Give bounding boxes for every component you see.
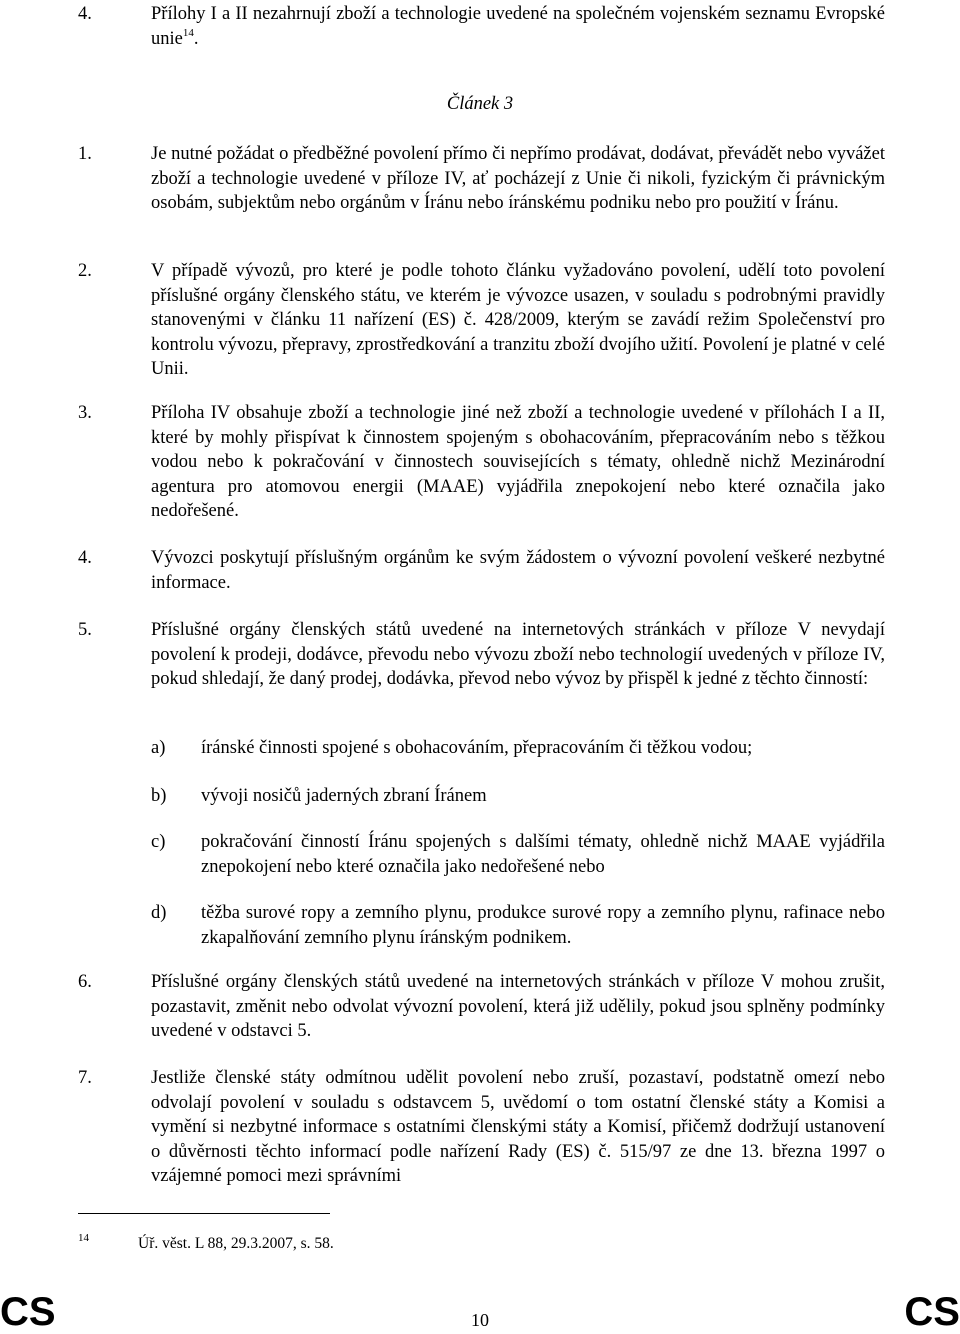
footnote-reference[interactable]: 14 <box>182 26 194 39</box>
subitem-text: vývoji nosičů jaderných zbraní Íránem <box>201 786 487 806</box>
paragraph-text: Příloha IV obsahuje zboží a technologie jiné než zboží a technologie uvedené v přílohách I a II, které by mohly přispívat k činnostem spojeným s obohacováním, přepracováním nebo s těžkou vodou nebo k pokračování v činnostech souvisejících s tématy, ohledně nichž Mezinárodní agentura pro atomovou energii (MAAE) vyjádřila znepokojení nebo které označila jako nedořešené. <box>151 403 885 522</box>
subitem-text: pokračování činností Íránu spojených s dalšími tématy, ohledně nichž MAAE vyjádřila znepokojení nebo které označila jako nedořešené nebo <box>201 832 885 877</box>
paragraph-7 <box>78 1066 885 1189</box>
paragraph-4 <box>78 546 885 595</box>
language-code-left: CS <box>0 1290 56 1334</box>
subitem-label: d) <box>151 903 167 923</box>
paragraph-text: Jestliže členské státy odmítnou udělit povolení nebo zruší, pozastaví, podstatně omezí nebo odvolají povolení v souladu s odstavcem 5, uvědomí o tom ostatní členské státy a Komisi a vymění si nezbytné informace s ostatními členskými státy a Komisí, přičemž dodržují ustanovení o důvěrnosti těchto informací podle nařízení Rady (ES) č. 515/97 ze dne 13. března 1997 o vzájemné pomoci mezi správními <box>151 1068 885 1187</box>
paragraph-number: 6. <box>78 972 92 992</box>
language-code-right: CS <box>904 1290 960 1334</box>
paragraph-text: Je nutné požádat o předběžné povolení přímo či nepřímo prodávat, dodávat, převádět nebo vyvážet zboží a technologie uvedené v příloze IV, ať pocházejí z Unie či nikoli, fyzickým či právnickým osobám, subjektům nebo orgánům v Íránu nebo íránskému podniku nebo pro použití v Íránu. <box>151 144 885 214</box>
page-number: 10 <box>471 1310 489 1330</box>
paragraph-1 <box>78 142 885 216</box>
paragraph-number: 3. <box>78 403 92 423</box>
paragraph-number: 4. <box>78 548 92 568</box>
paragraph-2 <box>78 259 885 382</box>
subitem-text: těžba surové ropy a zemního plynu, produkce surové ropy a zemního plynu, rafinace nebo zkapalňování zemního plynu íránským podnikem. <box>201 903 885 948</box>
paragraph-number: 1. <box>78 144 92 164</box>
paragraph-text: Vývozci poskytují příslušným orgánům ke svým žádostem o vývozní povolení veškeré nezbytné informace. <box>151 548 885 593</box>
paragraph-number: 5. <box>78 620 92 640</box>
subitem-label: c) <box>151 832 166 852</box>
paragraph-5 <box>78 618 885 692</box>
subitem-b <box>151 784 885 809</box>
paragraph-number: 7. <box>78 1068 92 1088</box>
subitem-text: íránské činnosti spojené s obohacováním, přepracováním či těžkou vodou; <box>201 738 753 758</box>
paragraph-text: V případě vývozů, pro které je podle tohoto článku vyžadováno povolení, udělí toto povolení příslušné orgány členského státu, ve kterém je vývozce usazen, v souladu s podrobnými pravidly stanovenými v článku 11 nařízení (ES) č. 428/2009, kterým se zavádí režim Společenství pro kontrolu vývozu, přepravy, zprostředkování a tranzitu zboží dvojího užití. Povolení je platné v celé Unii. <box>151 261 885 380</box>
subitem-a <box>151 736 885 761</box>
paragraph-number: 2. <box>78 261 92 281</box>
item-number: 4. <box>78 4 92 24</box>
top-item-4 <box>78 2 885 51</box>
paragraph-3 <box>78 401 885 524</box>
subitem-label: b) <box>151 786 167 806</box>
subitem-c <box>151 830 885 879</box>
paragraph-text: Příslušné orgány členských států uvedené na internetových stránkách v příloze V nevydají povolení k prodeji, dodávce, převodu nebo vývozu zboží nebo technologií uvedených v příloze IV, pokud shledají, že daný prodej, dodávka, převod nebo vývoz by přispěl k jedné z těchto činností: <box>151 620 885 690</box>
footnote-text: Úř. věst. L 88, 29.3.2007, s. 58. <box>138 1235 334 1252</box>
subitem-label: a) <box>151 738 166 758</box>
footnote-number: 14 <box>78 1232 89 1244</box>
footnote-separator <box>78 1213 330 1214</box>
paragraph-6 <box>78 970 885 1044</box>
footnote <box>78 1234 334 1254</box>
subitem-d <box>151 901 885 950</box>
item-text: Přílohy I a II nezahrnují zboží a technologie uvedené na společném vojenském seznamu Evropské unie$^{14}$. <box>151 4 885 49</box>
article-heading: Článek 3 <box>446 94 514 114</box>
paragraph-text: Příslušné orgány členských států uvedené na internetových stránkách v příloze V mohou zrušit, pozastavit, změnit nebo odvolat vývozní povolení, která již udělily, pokud jsou splněny podmínky uvedené v odstavci 5. <box>151 972 885 1042</box>
